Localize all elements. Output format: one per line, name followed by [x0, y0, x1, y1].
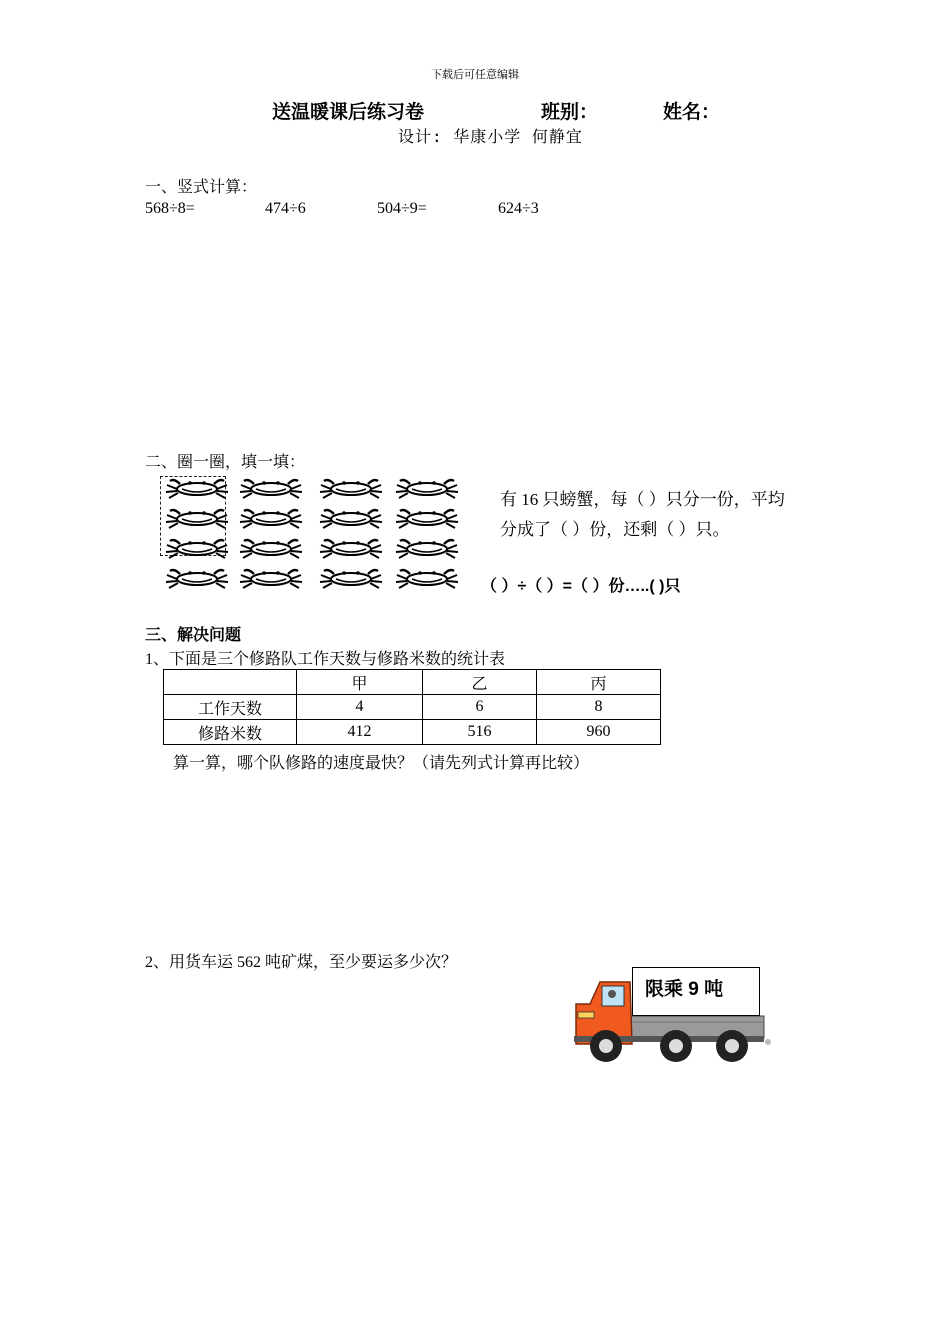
table-header-cell: 丙: [537, 670, 661, 695]
table-cell: 960: [537, 720, 661, 745]
crab-icon: [164, 536, 230, 565]
crab-icon: [318, 476, 384, 505]
problem-2: 474÷6: [265, 200, 306, 217]
crab-icon: [164, 476, 230, 505]
table-cell: 4: [297, 695, 423, 720]
crab-icon: [318, 566, 384, 595]
crab-icon: [164, 566, 230, 595]
page-title: 送温暖课后练习卷: [272, 102, 425, 123]
table-header-row: [164, 670, 661, 695]
crab-icon: [394, 536, 460, 565]
crab-icon: [238, 566, 304, 595]
question-1-prompt: 算一算，哪个队修路的速度最快？（请先列式计算再比较）: [173, 755, 590, 772]
fill-question-line2: 分成了（ ）份，还剩（ ）只。: [500, 520, 730, 539]
crab-icon: [318, 506, 384, 535]
problem-3: 504÷9=: [377, 200, 427, 217]
table-row: [164, 695, 661, 720]
class-label: 班别：: [541, 102, 599, 123]
table-header-cell: 甲: [297, 670, 423, 695]
crab-icon: [394, 476, 460, 505]
crab-icon: [394, 506, 460, 535]
stats-table: [163, 669, 661, 745]
crab-icon: [164, 506, 230, 535]
table-header-cell: 乙: [423, 670, 537, 695]
table-cell: 8: [537, 695, 661, 720]
table-cell: 516: [423, 720, 537, 745]
table-cell: 6: [423, 695, 537, 720]
crab-icon: [394, 566, 460, 595]
table-cell: 修路米数: [164, 720, 297, 745]
crab-icon: [238, 476, 304, 505]
table-cell: 412: [297, 720, 423, 745]
division-formula: （ ）÷（ ）=（ ）份…..( )只: [481, 578, 681, 595]
crab-icon: [318, 536, 384, 565]
table-header-cell: [164, 670, 297, 695]
question-2: 2、用货车运 562 吨矿煤，至少要运多少次？: [145, 954, 458, 971]
table-cell: 工作天数: [164, 695, 297, 720]
problem-4: 624÷3: [498, 200, 539, 217]
name-label: 姓名：: [663, 102, 721, 123]
fill-question-line1: 有 16 只螃蟹，每（ ）只分一份，平均: [500, 490, 785, 509]
designer-credit: 设计: 华康小学 何静宜: [398, 127, 583, 146]
question-1: 1、下面是三个修路队工作天数与修路米数的统计表: [145, 651, 506, 668]
crab-icon: [238, 536, 304, 565]
problem-1: 568÷8=: [145, 200, 195, 217]
top-note: 下载后可任意编辑: [431, 69, 519, 81]
section1-heading: 一、竖式计算：: [145, 179, 258, 196]
section2-heading: 二、圈一圈，填一填：: [145, 454, 306, 471]
truck-load-sign: 限乘 9 吨: [632, 967, 760, 1016]
section3-heading: 三、解决问题: [145, 627, 242, 644]
table-row: [164, 720, 661, 745]
crab-icon: [238, 506, 304, 535]
